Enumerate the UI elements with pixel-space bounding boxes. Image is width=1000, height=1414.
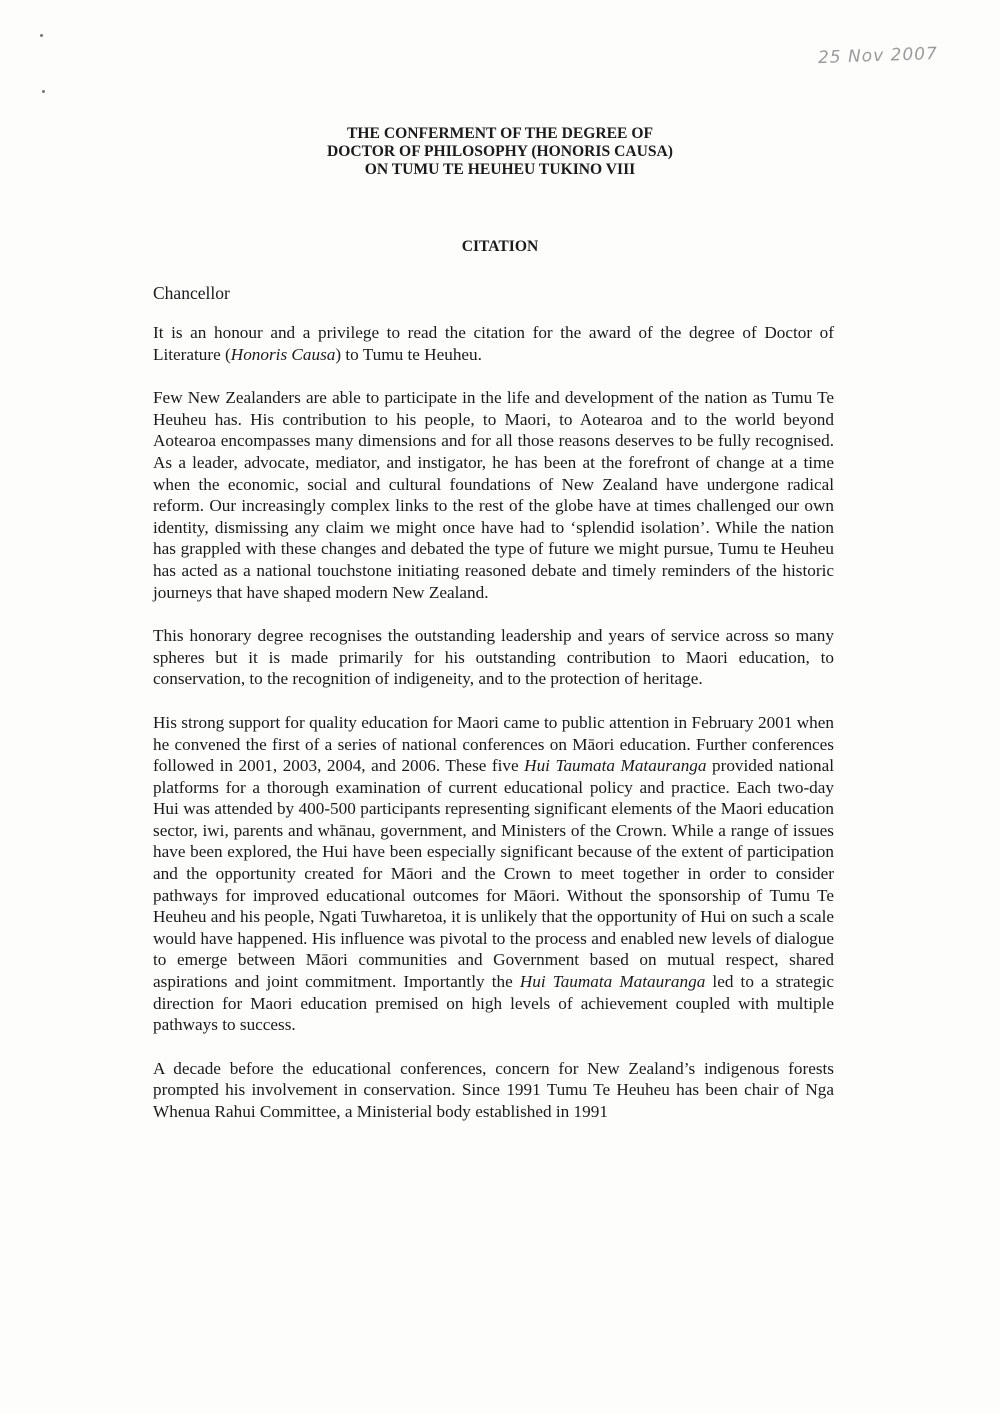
title-line-2: DOCTOR OF PHILOSOPHY (HONORIS CAUSA) (327, 143, 673, 160)
document-title (0, 125, 1000, 179)
paragraph-1: It is an honour and a privilege to read the citation for the award of the degree of Doctor of Literature (Honoris Causa) to Tumu te Heuheu. (153, 323, 834, 364)
paragraph-2: Few New Zealanders are able to participate in the life and development of the nation as Tumu Te Heuheu has. His contribution to his people, to Maori, to Aotearoa and to the world beyond Aotearoa encompasses many dimensions and for all those reasons deserves to be fully recognised. As a leader, advocate, mediator, and instigator, he has been at the forefront of change at a time when the economic, social and cultural foundations of New Zealand have undergone radical reform. Our increasingly complex links to the rest of the globe have at times challenged our own identity, dismissing any claim we might once have had to ‘splendid isolation’. While the nation has grappled with these changes and debated the type of future we might pursue, Tumu te Heuheu has acted as a national touchstone initiating reasoned debate and timely reminders of the historic journeys that have shaped modern New Zealand. (153, 388, 834, 602)
scan-speck (40, 34, 43, 37)
salutation: Chancellor (153, 283, 230, 303)
scan-speck (42, 90, 45, 93)
title-line-1: THE CONFERMENT OF THE DEGREE OF (347, 125, 653, 142)
handwritten-date-annotation: 25 Nov 2007 (817, 43, 939, 69)
paragraph-4: His strong support for quality education for Maori came to public attention in February 2001 when he convened the first of a series of national conferences on Māori education. Further conferences followed in 2001, 2003, 2004, and 2006. These five Hui Taumata Matauranga provided national platforms for a thorough examination of current educational policy and practice. Each two-day Hui was attended by 400-500 participants representing significant elements of the Maori education sector, iwi, parents and whānau, government, and Ministers of the Crown. While a range of issues have been explored, the Hui have been especially significant because of the extent of participation and the opportunity created for Māori and the Crown to meet together in order to consider pathways for improved educational outcomes for Māori. Without the sponsorship of Tumu Te Heuheu and his people, Ngati Tuwharetoa, it is unlikely that the opportunity of Hui on such a scale would have happened. His influence was pivotal to the process and enabled new levels of dialogue to emerge between Māori communities and Government based on mutual respect, shared aspirations and joint commitment. Importantly the Hui Taumata Matauranga led to a strategic direction for Maori education premised on high levels of achievement coupled with multiple pathways to success. (153, 712, 834, 1035)
citation-heading: CITATION (461, 238, 539, 255)
citation-body (153, 322, 834, 1145)
paragraph-3: This honorary degree recognises the outstanding leadership and years of service across so many spheres but it is made primarily for his outstanding contribution to Maori education, to conservation, to the recognition of indigeneity, and to the protection of heritage. (153, 626, 834, 689)
title-line-3: ON TUMU TE HEUHEU TUKINO VIII (364, 161, 636, 178)
paragraph-5: A decade before the educational conferences, concern for New Zealand’s indigenous forests prompted his involvement in conservation. Since 1991 Tumu Te Heuheu has been chair of Nga Whenua Rahui Committee, a Ministerial body established in 1991 (153, 1058, 834, 1121)
